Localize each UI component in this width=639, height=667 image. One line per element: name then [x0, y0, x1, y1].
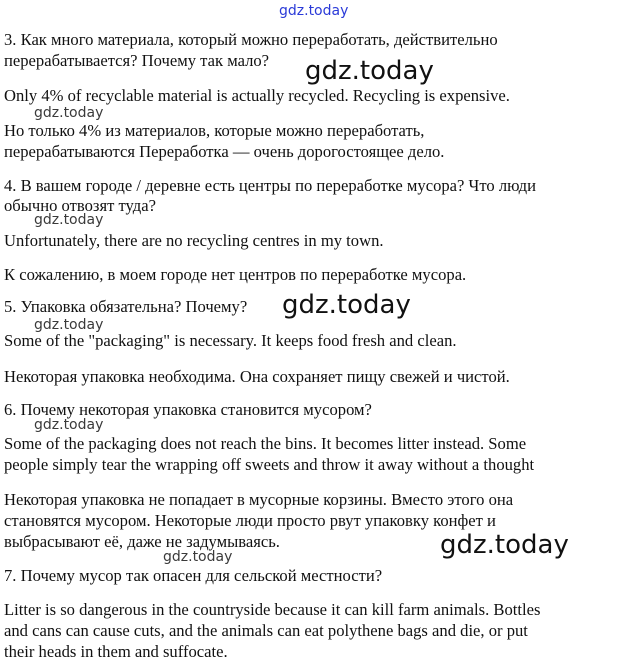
answer-russian: Некоторая упаковка не попадает в мусорные корзины. Вместо этого она: [4, 490, 514, 509]
question-text: 4. В вашем городе / деревне есть центры по переработке мусора? Что люди: [4, 176, 536, 195]
watermark-large: gdz.today: [305, 56, 434, 86]
answer-english: Some of the packaging does not reach the bins. It becomes litter instead. Some: [4, 434, 527, 453]
answer-english: Litter is so dangerous in the countryside because it can kill farm animals. Bottles: [4, 600, 541, 619]
watermark-small: gdz.today: [163, 549, 233, 565]
answer-english: Only 4% of recyclable material is actually recycled. Recycling is expensive.: [4, 86, 510, 105]
question-text: 3. Как много материала, который можно переработать, действительно: [4, 30, 498, 49]
question-text: 7. Почему мусор так опасен для сельской местности?: [4, 566, 383, 585]
answer-russian: становятся мусором. Некоторые люди просто рвут упаковку конфет и: [4, 511, 496, 530]
question-text: обычно отвозят туда?: [4, 196, 156, 215]
watermark-top: gdz.today: [279, 3, 349, 19]
watermark-large: gdz.today: [282, 290, 411, 320]
answer-english: Some of the "packaging" is necessary. It keeps food fresh and clean.: [4, 331, 457, 350]
question-text: перерабатывается? Почему так мало?: [4, 51, 270, 70]
watermark-large: gdz.today: [440, 530, 569, 560]
answer-russian: Но только 4% из материалов, которые можно переработать,: [4, 121, 425, 140]
watermark-small: gdz.today: [34, 105, 104, 121]
watermark-small: gdz.today: [34, 417, 104, 433]
watermark-small: gdz.today: [34, 212, 104, 228]
answer-english: Unfortunately, there are no recycling centres in my town.: [4, 231, 384, 250]
answer-russian: Некоторая упаковка необходима. Она сохраняет пищу свежей и чистой.: [4, 367, 510, 386]
answer-russian: выбрасывают её, даже не задумываясь.: [4, 532, 280, 551]
watermark-small: gdz.today: [34, 317, 104, 333]
answer-russian: К сожалению, в моем городе нет центров по переработке мусора.: [4, 265, 467, 284]
question-text: 5. Упаковка обязательна? Почему?: [4, 297, 248, 316]
answer-english: and cans can cause cuts, and the animals can eat polythene bags and die, or put: [4, 621, 528, 640]
answer-russian: перерабатываются Переработка — очень дорогостоящее дело.: [4, 142, 445, 161]
answer-english: their heads in them and suffocate.: [4, 642, 228, 661]
answer-english: people simply tear the wrapping off sweets and throw it away without a thought: [4, 455, 535, 474]
question-text: 6. Почему некоторая упаковка становится мусором?: [4, 400, 372, 419]
